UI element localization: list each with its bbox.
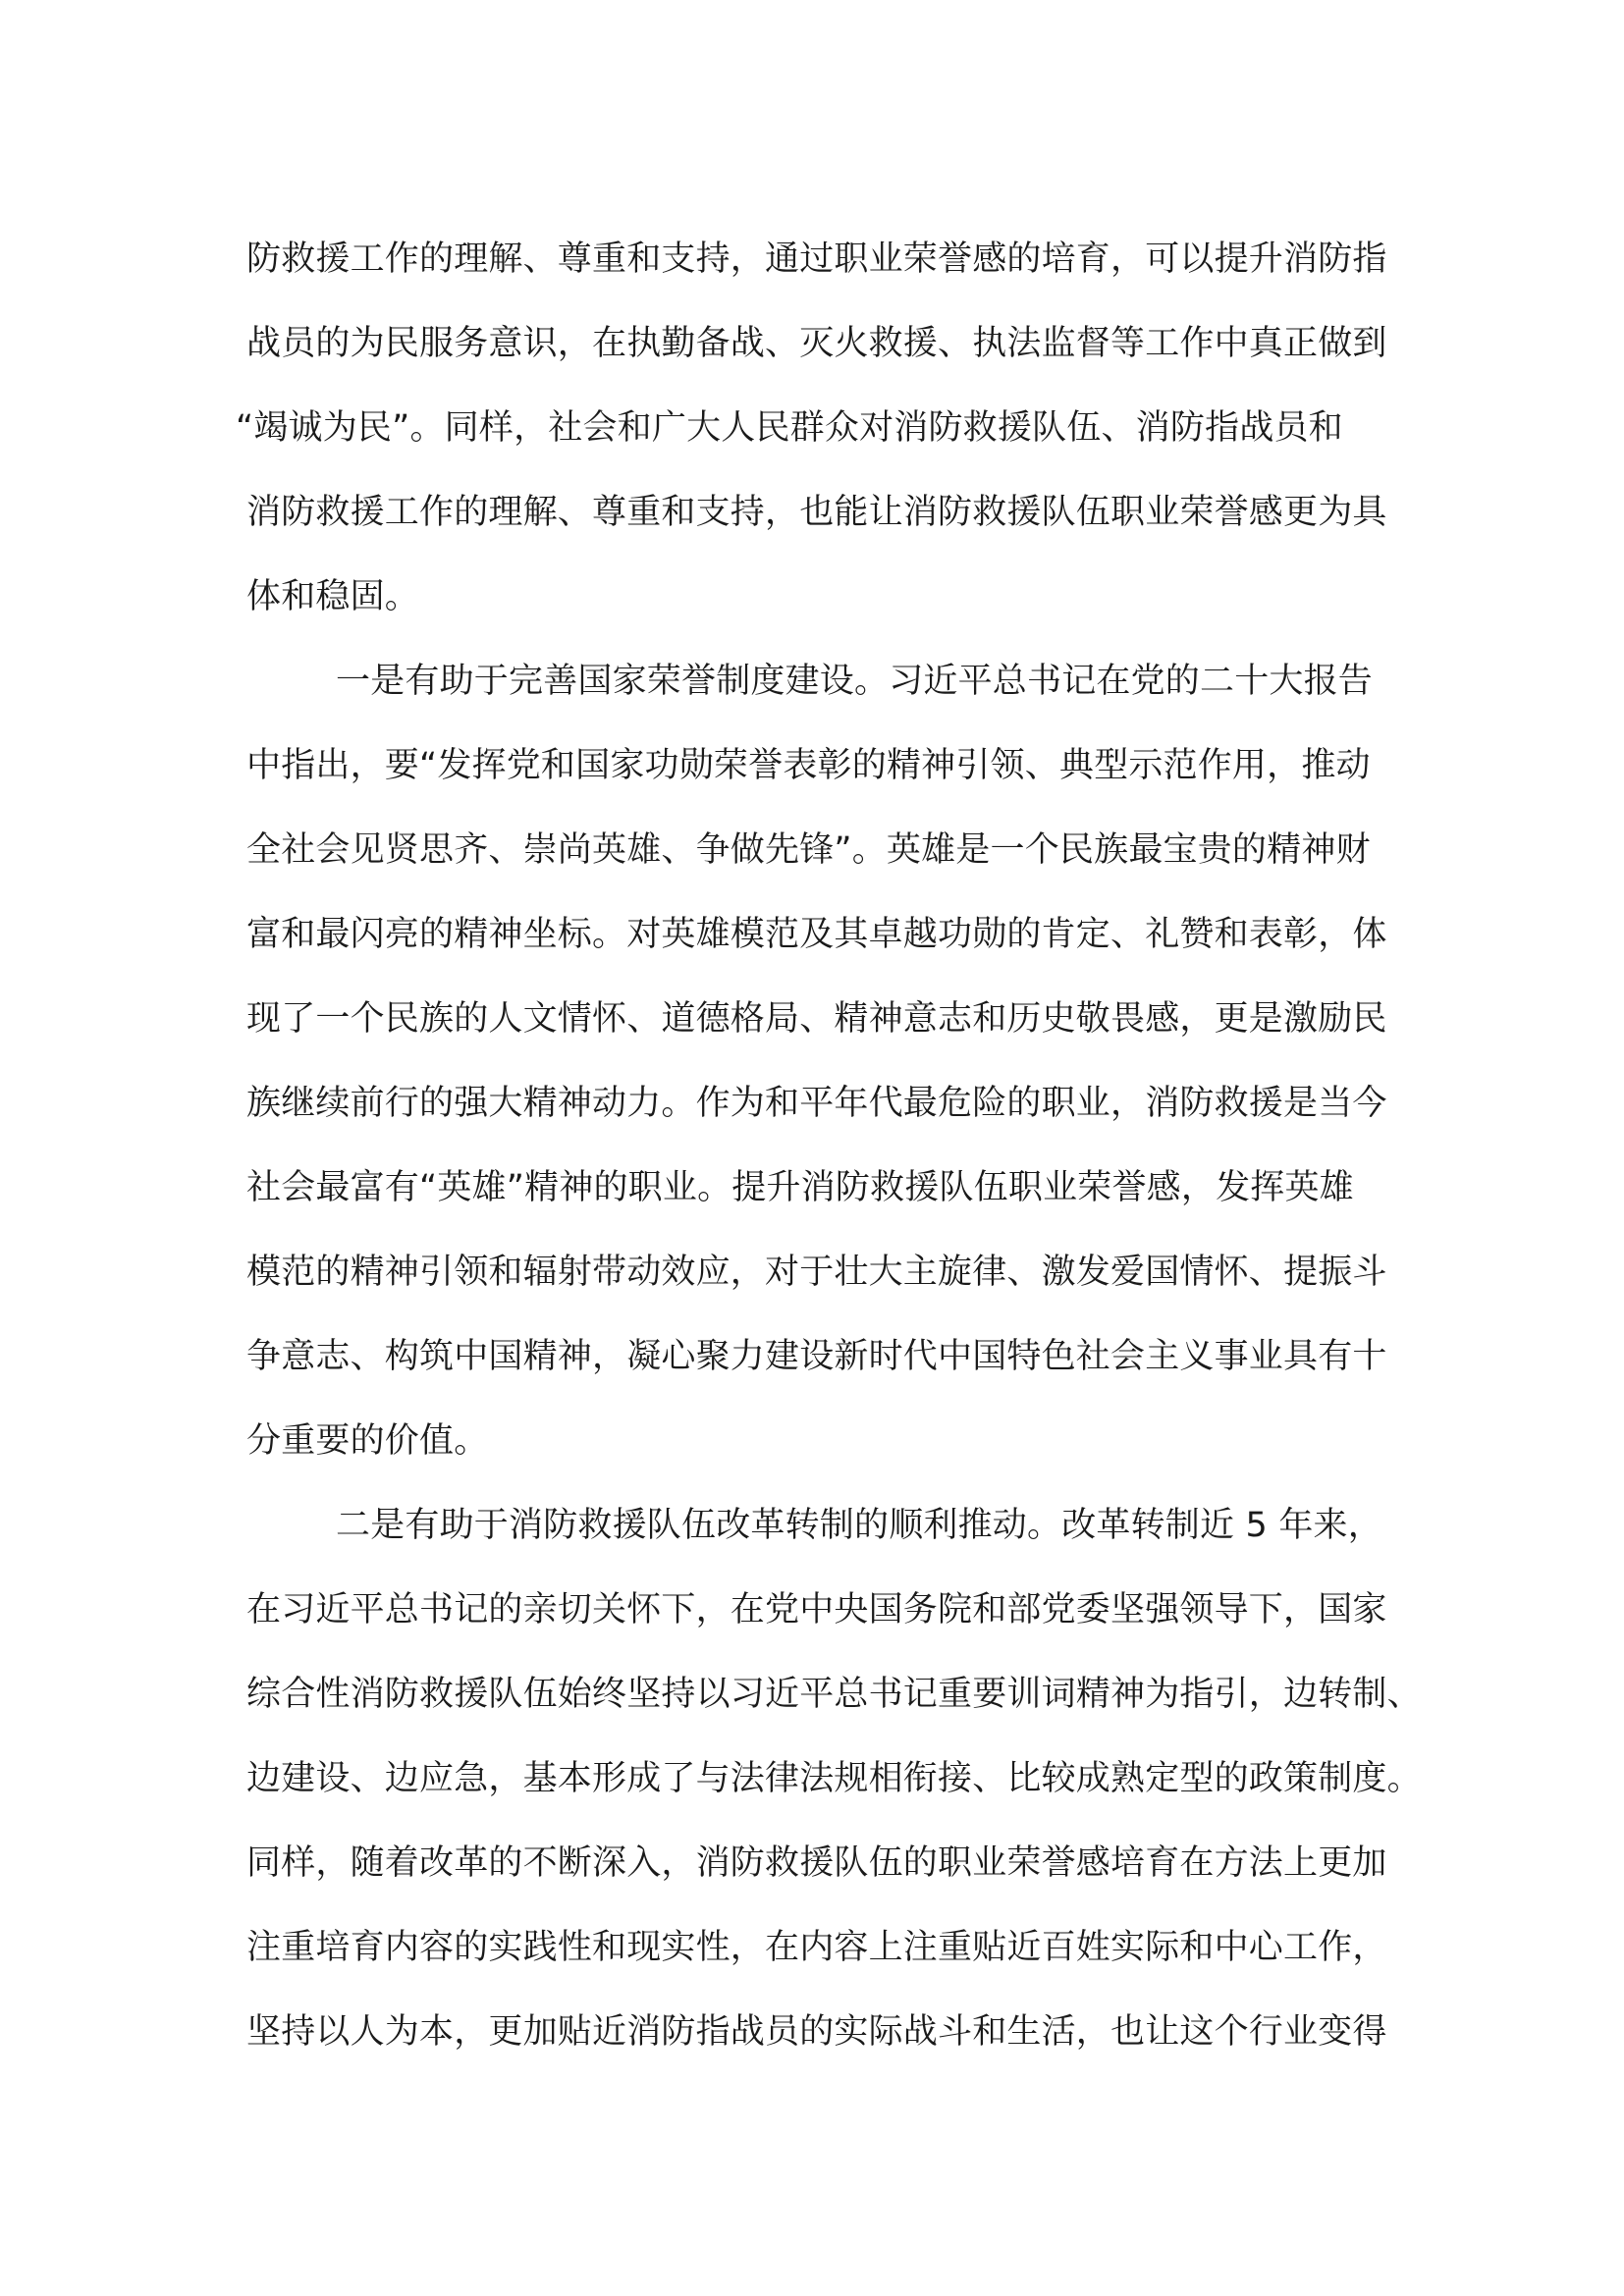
text-line: 同样，随着改革的不断深入，消防救援队伍的职业荣誉感培育在方法上更加 <box>246 1843 1387 1883</box>
text-line: 体和稳固。 <box>246 577 420 616</box>
text-line: 分重要的价值。 <box>246 1421 489 1461</box>
text-line: 在习近平总书记的亲切关怀下，在党中央国务院和部党委坚强领导下，国家 <box>246 1590 1387 1629</box>
text-line: 争意志、构筑中国精神，凝心聚力建设新时代中国特色社会主义事业具有十 <box>246 1337 1387 1376</box>
text-line: 注重培育内容的实践性和现实性，在内容上注重贴近百姓实际和中心工作， <box>246 1928 1387 1967</box>
text-line: 防救援工作的理解、尊重和支持，通过职业荣誉感的培育，可以提升消防指 <box>246 240 1387 279</box>
text-line: 族继续前行的强大精神动力。作为和平年代最危险的职业，消防救援是当今 <box>246 1084 1387 1123</box>
text-line: 模范的精神引领和辐射带动效应，对于壮大主旋律、激发爱国情怀、提振斗 <box>246 1253 1387 1292</box>
text-line: 边建设、边应急，基本形成了与法律法规相衔接、比较成熟定型的政策制度。 <box>246 1759 1422 1798</box>
text-line: 富和最闪亮的精神坐标。对英雄模范及其卓越功勋的肯定、礼赞和表彰，体 <box>246 915 1387 954</box>
paragraph-first-line: 一是有助于完善国家荣誉制度建设。习近平总书记在党的二十大报告 <box>336 662 1374 701</box>
text-line: 坚持以人为本，更加贴近消防指战员的实际战斗和生活，也让这个行业变得 <box>246 2012 1387 2052</box>
text-line: 综合性消防救援队伍始终坚持以习近平总书记重要训词精神为指引，边转制、 <box>246 1675 1422 1714</box>
text-line: 全社会见贤思齐、崇尚英雄、争做先锋”。英雄是一个民族最宝贵的精神财 <box>246 830 1371 870</box>
text-line: 中指出，要“发挥党和国家功勋荣誉表彰的精神引领、典型示范作用，推动 <box>246 746 1371 785</box>
text-line: 现了一个民族的人文情怀、道德格局、精神意志和历史敬畏感，更是激励民 <box>246 999 1387 1039</box>
paragraph-first-line: 二是有助于消防救援队伍改革转制的顺利推动。改革转制近 5 年来， <box>336 1506 1382 1545</box>
text-line: 消防救援工作的理解、尊重和支持，也能让消防救援队伍职业荣誉感更为具 <box>246 493 1387 532</box>
text-line: 社会最富有“英雄”精神的职业。提升消防救援队伍职业荣誉感，发挥英雄 <box>246 1168 1354 1207</box>
text-line: 战员的为民服务意识，在执勤备战、灭火救援、执法监督等工作中真正做到 <box>246 324 1387 363</box>
text-line: “竭诚为民”。同样，社会和广大人民群众对消防救援队伍、消防指战员和 <box>236 408 1343 448</box>
